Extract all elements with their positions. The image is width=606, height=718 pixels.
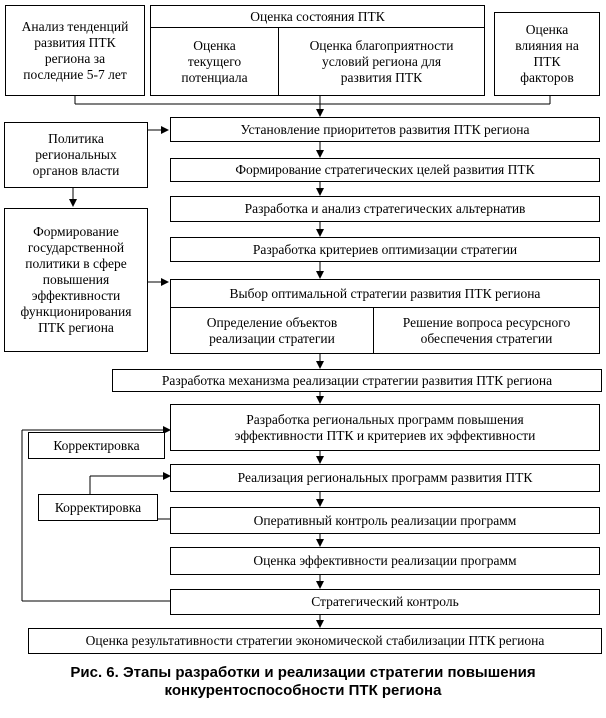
step-mechanism-label: Разработка механизма реализации стратегии развития ПТК региона bbox=[161, 372, 553, 388]
step-goals bbox=[170, 158, 600, 182]
correction-inner-box bbox=[38, 494, 158, 521]
resource-support-label: Решение вопроса ресурсного обеспечения стратегии bbox=[402, 314, 571, 346]
step-priorities-label: Установление приоритетов развития ПТК региона bbox=[240, 121, 530, 137]
regional-policy-label: Политика региональных органов власти bbox=[32, 131, 120, 178]
figure-caption bbox=[0, 664, 606, 700]
step-strategic-control bbox=[170, 589, 600, 615]
conditions-cell bbox=[279, 28, 484, 95]
potential-label: Оценка текущего потенциала bbox=[181, 37, 248, 85]
step-choice-header bbox=[171, 280, 599, 308]
step-efficiency bbox=[170, 547, 600, 575]
step-operational-control-label: Оперативный контроль реализации программ bbox=[253, 512, 517, 528]
correction-outer-label: Корректировка bbox=[53, 437, 140, 453]
potential-cell bbox=[151, 28, 279, 95]
step-programs bbox=[170, 404, 600, 451]
strategy-objects-cell bbox=[171, 308, 374, 353]
step-implementation bbox=[170, 464, 600, 492]
step-programs-label: Разработка региональных программ повышения эффективности ПТК и критериев их эффективности bbox=[234, 411, 536, 443]
step-criteria-label: Разработка критериев оптимизации стратегии bbox=[252, 241, 518, 257]
step-implementation-label: Реализация региональных программ развития ПТК bbox=[237, 470, 533, 485]
step-choice-box bbox=[170, 279, 600, 354]
resource-support-cell bbox=[374, 308, 599, 353]
step-operational-control bbox=[170, 507, 600, 534]
step-efficiency-label: Оценка эффективности реализации программ bbox=[253, 553, 517, 568]
step-criteria bbox=[170, 237, 600, 262]
state-assessment-box bbox=[150, 5, 485, 96]
step-strategic-control-label: Стратегический контроль bbox=[311, 594, 459, 609]
factors-box bbox=[494, 12, 600, 96]
caption-line-2: конкурентоспособности ПТК региона bbox=[164, 682, 442, 699]
step-alternatives-label: Разработка и анализ стратегических альтернатив bbox=[244, 201, 526, 216]
factors-label: Оценка влияния на ПТК факторов bbox=[515, 22, 579, 85]
state-policy-box bbox=[4, 208, 148, 352]
step-result bbox=[28, 628, 602, 654]
regional-policy-box bbox=[4, 122, 148, 188]
correction-inner-label: Корректировка bbox=[54, 499, 142, 515]
trend-analysis-box bbox=[5, 5, 145, 96]
step-priorities bbox=[170, 117, 600, 142]
conditions-label: Оценка благоприятности условий региона для развития ПТК bbox=[309, 37, 454, 85]
strategy-objects-label: Определение объектов реализации стратегии bbox=[206, 314, 338, 346]
state-policy-label: Формирование государственной политики в сфере повышения эффективности функционирования ПТК региона bbox=[20, 224, 132, 335]
step-goals-label: Формирование стратегических целей развития ПТК bbox=[235, 162, 535, 177]
step-result-label: Оценка результативности стратегии экономической стабилизации ПТК региона bbox=[85, 633, 545, 648]
state-assessment-title: Оценка состояния ПТК bbox=[250, 8, 385, 24]
state-assessment-header bbox=[151, 6, 484, 28]
step-alternatives bbox=[170, 196, 600, 222]
trend-analysis-label: Анализ тенденций развития ПТК региона за последние 5-7 лет bbox=[21, 18, 129, 82]
caption-line-1: Рис. 6. Этапы разработки и реализации стратегии повышения bbox=[70, 664, 536, 681]
correction-outer-box bbox=[28, 432, 165, 459]
step-mechanism bbox=[112, 369, 602, 392]
step-choice-label: Выбор оптимальной стратегии развития ПТК региона bbox=[229, 285, 541, 301]
